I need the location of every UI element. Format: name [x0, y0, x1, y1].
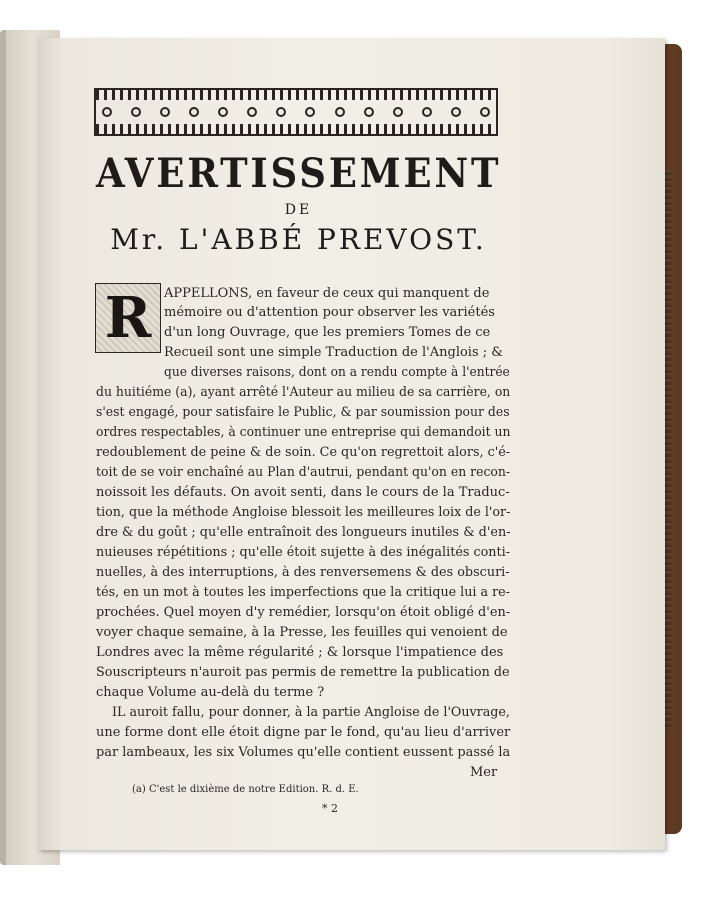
- text-line: une forme dont elle étoit digne par le fond, qu'au lieu d'arriver: [96, 725, 511, 740]
- text-line: mémoire ou d'attention pour observer les variétés: [164, 305, 495, 320]
- ornament-rosette: [218, 107, 228, 117]
- text-line: Recueil sont une simple Traduction de l'Anglois ; &: [164, 345, 503, 360]
- page-title: AVERTISSEMENT: [96, 150, 502, 197]
- text-line: nuieuses répétitions ; qu'elle étoit sujette à des inégalités conti-: [96, 545, 511, 560]
- text-line: Souscripteurs n'auroit pas permis de remettre la publication de: [96, 665, 510, 680]
- ornament-rosette: [160, 107, 170, 117]
- text-line: redoublement de peine & de soin. Ce qu'on regrettoit alors, c'é-: [96, 445, 511, 460]
- drop-cap: R: [95, 283, 161, 353]
- text-line: du huitiéme (a), ayant arrêté l'Auteur au milieu de sa carrière, on: [96, 385, 511, 400]
- ornament-rosette: [480, 107, 490, 117]
- footnote: (a) C'est le dixième de notre Edition. R. d. E.: [132, 784, 359, 795]
- catchword: Mer: [470, 765, 498, 780]
- text-line: voyer chaque semaine, à la Presse, les feuilles qui venoient de: [96, 625, 508, 640]
- text-line: noissoit les défauts. On avoit senti, dans le cours de la Traduc-: [96, 485, 510, 500]
- text-line: Londres avec la même régularité ; & lorsque l'impatience des: [96, 645, 504, 660]
- ornament-rosette: [422, 107, 432, 117]
- text-line: tion, que la méthode Angloise blessoit les meilleures loix de l'or-: [96, 505, 511, 520]
- ornament-rosette: [131, 107, 141, 117]
- left-page-edge: [0, 30, 6, 865]
- ornament-rosette: [189, 107, 199, 117]
- text-line: dre & du goût ; qu'elle entraînoit des longueurs inutiles & d'en-: [96, 525, 511, 540]
- text-line: nuelles, à des interruptions, à des renversemens & des obscuri-: [96, 565, 510, 580]
- headpiece-ornament: [94, 88, 498, 136]
- ornament-rosette: [451, 107, 461, 117]
- text-line: chaque Volume au-delà du terme ?: [96, 685, 325, 700]
- ornament-rosette: [305, 107, 315, 117]
- author-name: Mr. L'ABBÉ PREVOST.: [110, 223, 487, 256]
- text-line: toit de se voir enchaîné au Plan d'autrui, pendant qu'on en recon-: [96, 465, 511, 480]
- title-preposition: DE: [284, 202, 313, 218]
- text-line: d'un long Ouvrage, que les premiers Tomes de ce: [164, 325, 491, 340]
- text-line: APPELLONS, en faveur de ceux qui manquent de: [164, 286, 490, 301]
- ornament-rosette: [364, 107, 374, 117]
- text-line: par lambeaux, les six Volumes qu'elle contient eussent passé la: [96, 745, 511, 760]
- ornament-band: [102, 105, 490, 119]
- text-line: ordres respectables, à continuer une entreprise qui demandoit un: [96, 425, 511, 440]
- ornament-rosette: [276, 107, 286, 117]
- ornament-rosette: [335, 107, 345, 117]
- text-line: tés, en un mot à toutes les imperfections que la critique lui a re-: [96, 585, 510, 600]
- ornament-rosette: [247, 107, 257, 117]
- text-line: prochées. Quel moyen d'y remédier, lorsqu'on étoit obligé d'en-: [96, 605, 511, 620]
- signature-mark: * 2: [322, 802, 338, 815]
- text-line: que diverses raisons, dont on a rendu compte à l'entrée: [164, 365, 510, 380]
- text-line: IL auroit fallu, pour donner, à la partie Angloise de l'Ouvrage,: [112, 705, 510, 720]
- ornament-rosette: [102, 107, 112, 117]
- ornament-rosette: [393, 107, 403, 117]
- text-line: s'est engagé, pour satisfaire le Public, & par soumission pour des: [96, 405, 510, 420]
